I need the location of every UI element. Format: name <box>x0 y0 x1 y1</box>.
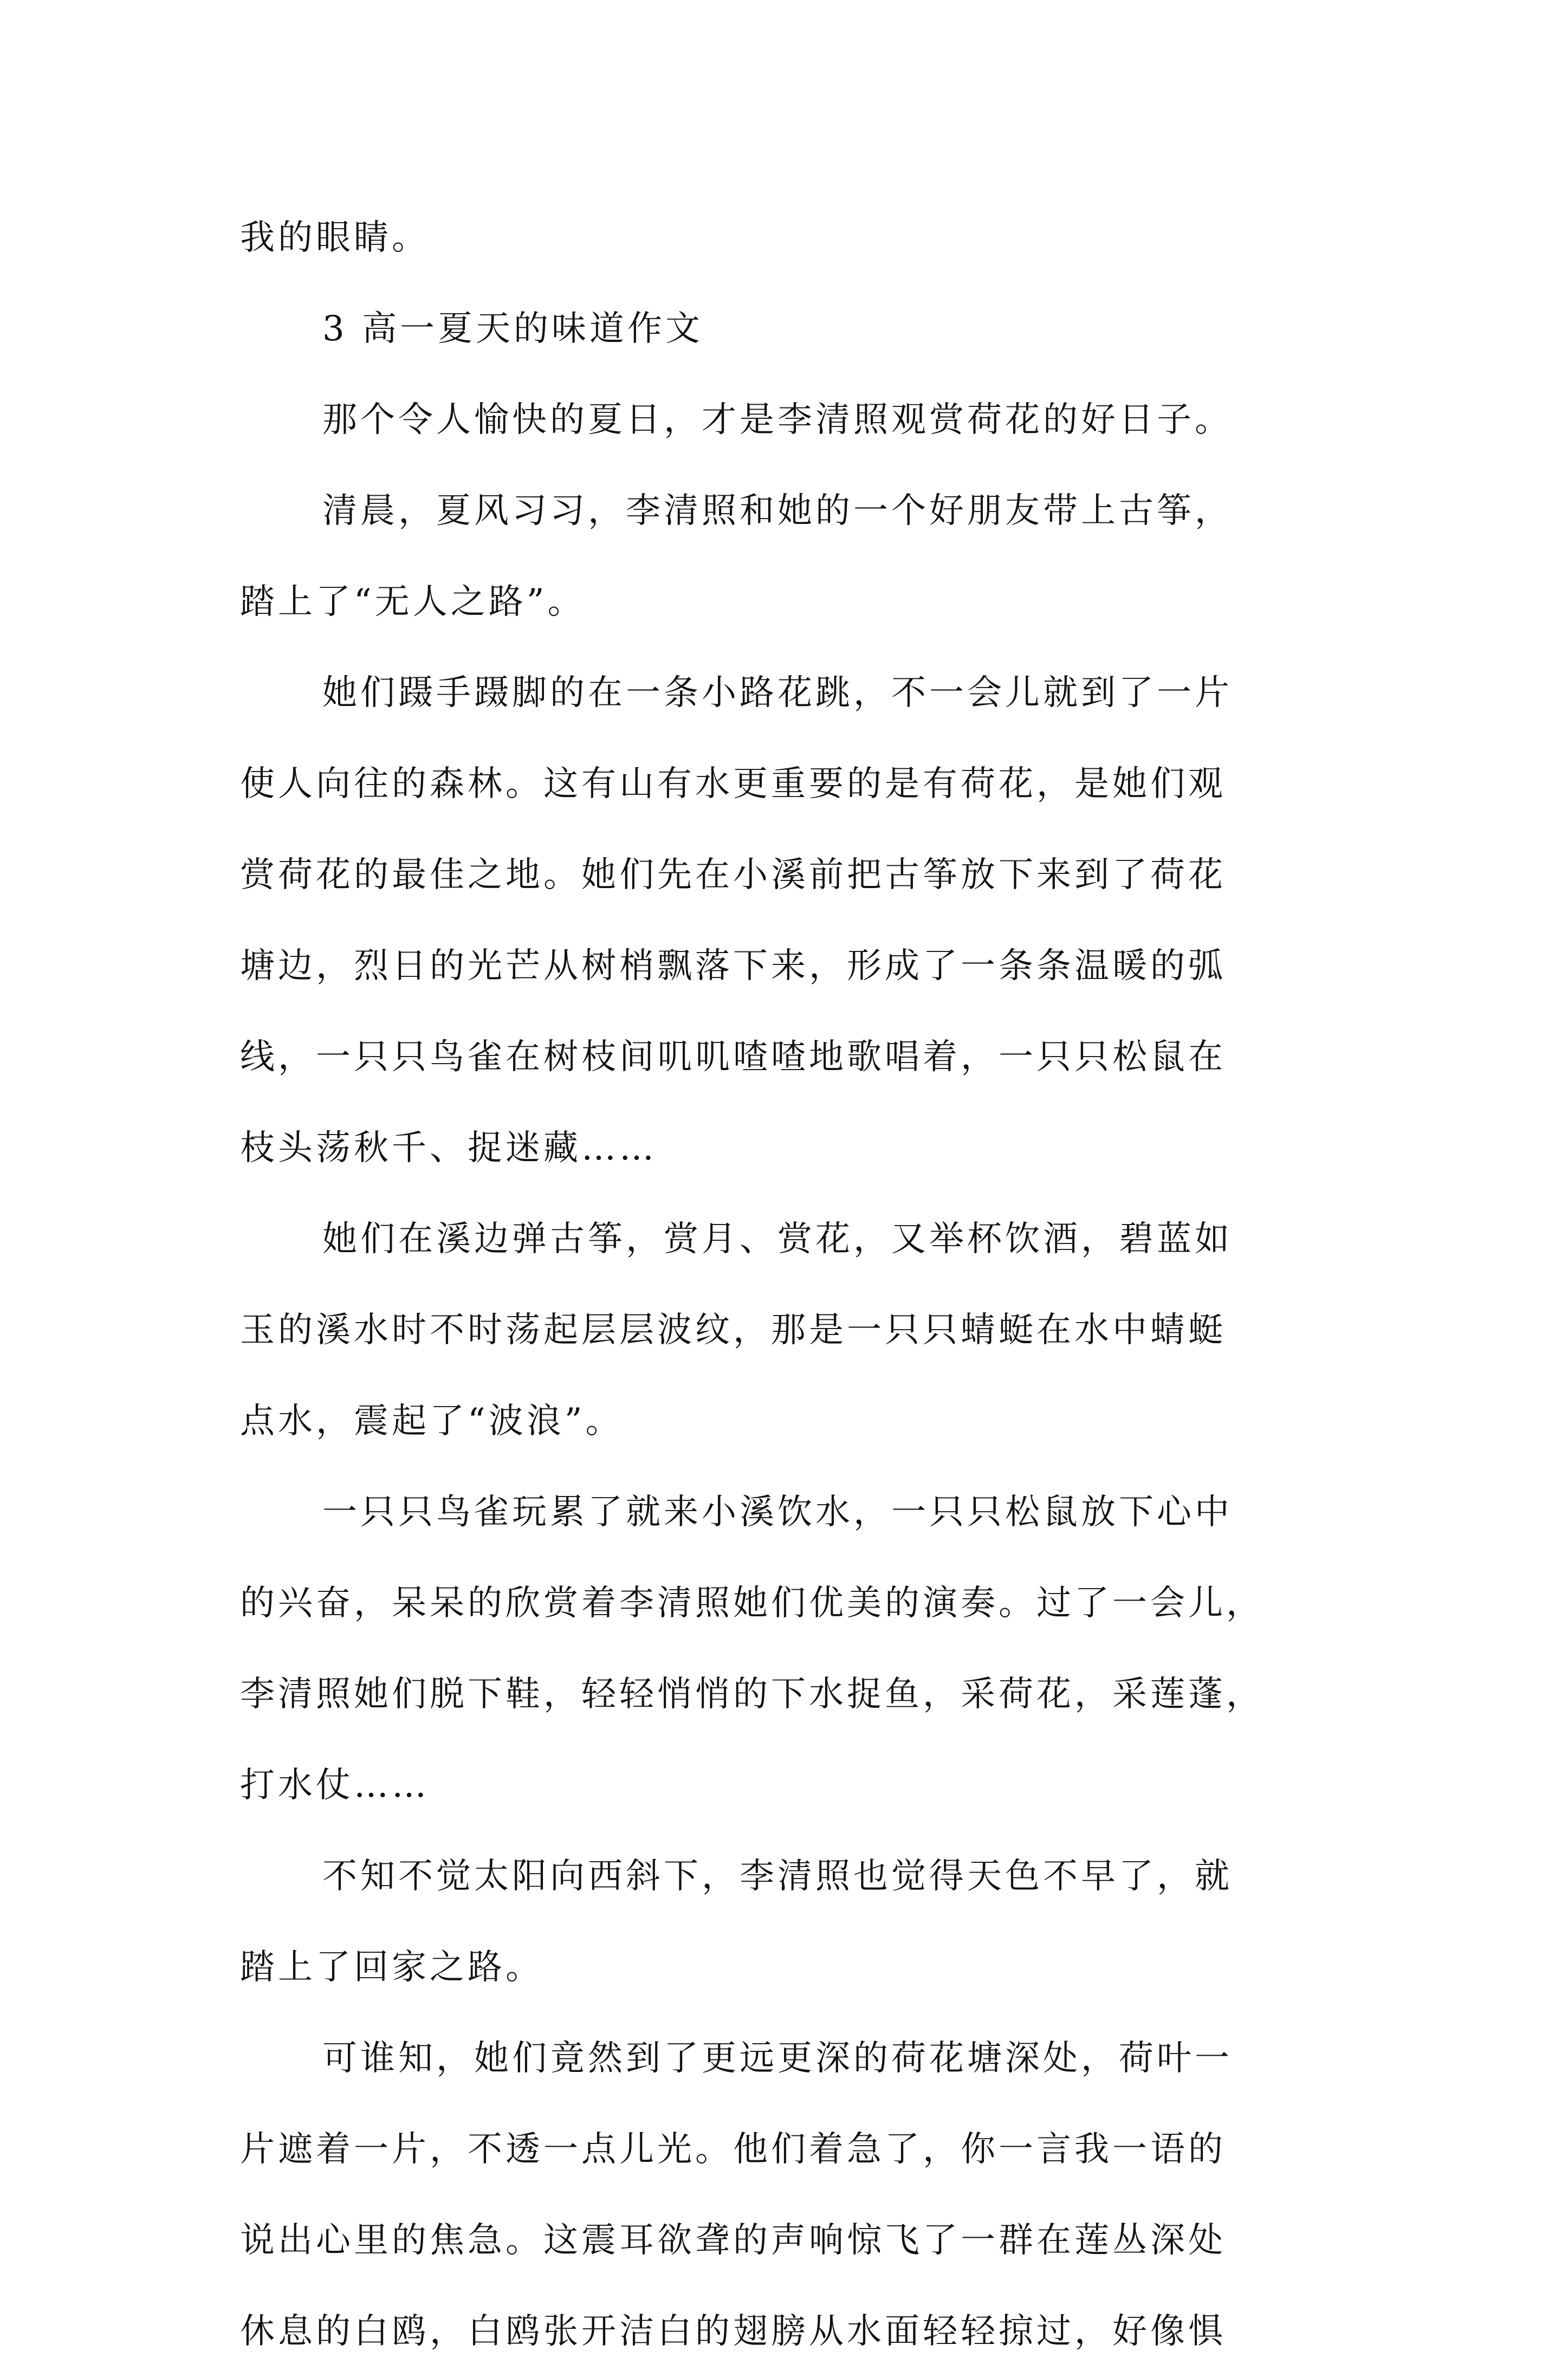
text-line: 一只只鸟雀玩累了就来小溪饮水，一只只松鼠放下心中 <box>322 1492 1233 1532</box>
text-line: 3 高一夏天的味道作文 <box>322 309 704 349</box>
text-line: 的兴奋，呆呆的欣赏着李清照她们优美的演奏。过了一会儿， <box>240 1583 1264 1623</box>
text-line: 踏上了回家之路。 <box>240 1947 543 1987</box>
text-line: 李清照她们脱下鞋，轻轻悄悄的下水捉鱼，采荷花，采莲蓬， <box>240 1674 1264 1714</box>
text-line: 那个令人愉快的夏日，才是李清照观赏荷花的好日子。 <box>322 400 1233 440</box>
text-line: 打水仗…… <box>240 1765 430 1805</box>
text-line: 我的眼睛。 <box>240 218 430 258</box>
text-line: 她们蹑手蹑脚的在一条小路花跳，不一会儿就到了一片 <box>322 673 1233 713</box>
text-line: 赏荷花的最佳之地。她们先在小溪前把古筝放下来到了荷花 <box>240 855 1226 895</box>
text-line: 枝头荡秋千、捉迷藏…… <box>240 1128 657 1168</box>
text-line: 清晨，夏风习习，李清照和她的一个好朋友带上古筝， <box>322 491 1233 531</box>
text-line: 线，一只只鸟雀在树枝间叽叽喳喳地歌唱着，一只只松鼠在 <box>240 1037 1226 1077</box>
text-line: 休息的白鸥，白鸥张开洁白的翅膀从水面轻轻掠过，好像惧 <box>240 2311 1226 2352</box>
text-line: 使人向往的森林。这有山有水更重要的是有荷花，是她们观 <box>240 764 1226 804</box>
text-line: 片遮着一片，不透一点儿光。他们着急了，你一言我一语的 <box>240 2129 1226 2169</box>
text-line: 玉的溪水时不时荡起层层波纹，那是一只只蜻蜓在水中蜻蜓 <box>240 1310 1226 1350</box>
text-line: 她们在溪边弹古筝，赏月、赏花，又举杯饮酒，碧蓝如 <box>322 1219 1233 1259</box>
text-line: 点水，震起了“波浪”。 <box>240 1401 624 1441</box>
text-line: 踏上了“无人之路”。 <box>240 582 586 622</box>
document-body <box>240 192 1345 2377</box>
text-line: 不知不觉太阳向西斜下，李清照也觉得天色不早了，就 <box>322 1856 1233 1896</box>
text-line: 说出心里的焦急。这震耳欲聋的声响惊飞了一群在莲丛深处 <box>240 2220 1226 2261</box>
text-line: 塘边，烈日的光芒从树梢飘落下来，形成了一条条温暖的弧 <box>240 946 1226 986</box>
text-line: 可谁知，她们竟然到了更远更深的荷花塘深处，荷叶一 <box>322 2038 1233 2078</box>
